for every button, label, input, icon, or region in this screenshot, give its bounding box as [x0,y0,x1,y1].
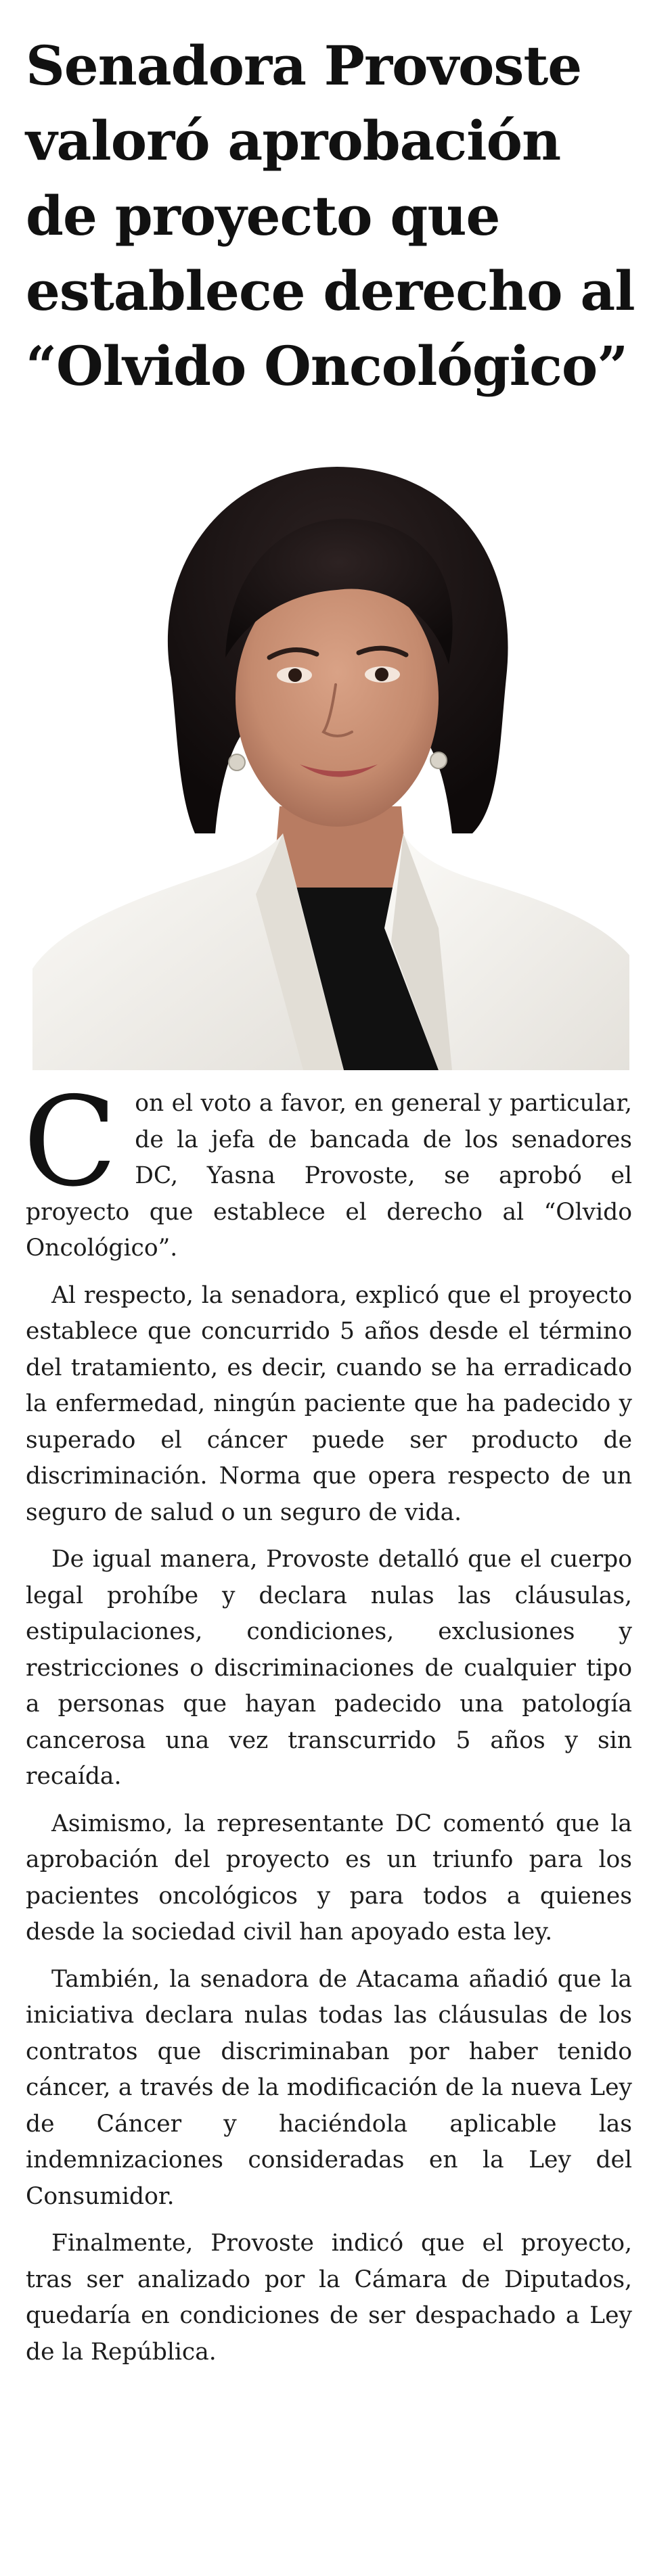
paragraph-5: También, la senadora de Atacama añadió que la iniciativa declara nulas todas las cláusulas de los contratos que discriminaban por haber tenido cáncer, a través de la modificación de la nueva Ley de Cáncer y haciéndola aplicable las indemnizaciones consideradas en la Ley del Consumidor. [26,1965,632,2210]
paragraph-2: Al respecto, la senadora, explicó que el proyecto establece que concurrido 5 años desde el término del tratamiento, es decir, cuando se ha erradicado la enfermedad, ningún paciente que ha padecido y superado el cáncer puede ser producto de discriminación. Norma que opera respecto de un seguro de salud o un seguro de vida. [26,1281,632,1526]
paragraph-1 [23,1070,632,1267]
paragraph-6: Finalmente, Provoste indicó que el proyecto, tras ser analizado por la Cámara de Diputados, quedaría en condiciones de ser despachado a Ley de la República. [26,2230,632,2366]
article-body [23,1070,632,2381]
portrait-illustration [32,455,629,1070]
drop-cap: C [23,1070,118,1214]
headline: Senadora Provoste valoró aprobación de proyecto que establece derecho al “Olvido Oncológico” [26,34,635,398]
paragraph-1-text: on el voto a favor, en general y particular, de la jefa de bancada de los senadores DC, Yasna Provoste, se aprobó el proyecto que establece el derecho al “Olvido Oncológico”. [26,1090,632,1262]
paragraph-4: Asimismo, la representante DC comentó que la aprobación del proyecto es un triunfo para los pacientes oncológicos y para todos a quienes desde la sociedad civil han apoyado esta ley. [26,1810,632,1946]
paragraph-3: De igual manera, Provoste detalló que el cuerpo legal prohíbe y declara nulas las cláusulas, estipulaciones, condiciones, exclusiones y restricciones o discriminaciones de cualquier tipo a personas que hayan padecido una patología cancerosa una vez transcurrido 5 años y sin recaída. [26,1546,632,1790]
portrait-photo [32,455,629,1070]
